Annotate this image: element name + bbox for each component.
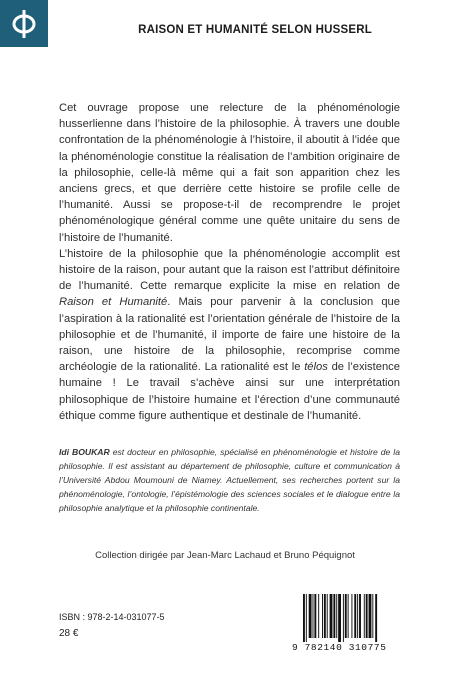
- barcode-digits: 9 782140 310775: [292, 642, 387, 653]
- barcode-icon: [302, 594, 402, 642]
- blurb-paragraph-2: L’histoire de la philosophie que la phénoménologie accomplit est histoire de la raison, pour autant que la raison est l’attribut définitoire de l’humanité. Cette remarque explicite la mise en relation de Raison et Humanité. Mais pour parvenir à la conclusion que l’aspiration à la rationalité est l’orientation générale de l’histoire de la philosophie et de l’humanité, il importe de faire une histoire de la raison, une histoire de la philosophie, recomprise comme archéologie de la rationalité. La rationalité est le télos de l’existence humaine ! Le travail s’achève ainsi sur une interprétation philosophique de l’histoire humaine et l’érection d’une communauté éthique comme figure authentique et destinale de l’humanité.: [59, 247, 401, 422]
- author-bio-text: est docteur en philosophie, spécialisé en phénoménologie et histoire de la philosophie. Il est assistant au département de philosophie, culture et communication à l’Université Abdou Moumouni de Niamey. Actuellement, ses recherches portent sur la phénoménologie, l’ontologie, l’épistémologie des sciences sociales et le dialogue entre la philosophie analytique et la philosophie continentale.: [59, 447, 400, 513]
- back-cover-blurb: [59, 100, 400, 424]
- blurb-italic-telos: télos: [304, 361, 328, 374]
- author-bio: [59, 445, 400, 515]
- publisher-logo: [0, 0, 48, 47]
- phi-icon: [9, 7, 39, 41]
- isbn-number: ISBN : 978-2-14-031077-5: [59, 612, 165, 622]
- price-label: 28 €: [59, 628, 79, 639]
- book-title: RAISON ET HUMANITÉ SELON HUSSERL: [138, 23, 372, 37]
- author-name: Idi BOUKAR: [59, 447, 110, 457]
- blurb-paragraph-1: Cet ouvrage propose une relecture de la phénoménologie husserlienne dans l’histoire de la philosophie. À travers une double confrontation de la phénoménologie à l’histoire, il aboutit à l’idée que la phénoménologie constitue la réalisation de l’ambition originaire de la philosophie, celle-là même qui a fait son apparition chez les anciens grecs, et que derrière cette histoire se profile celle de l’humanité. Aussi se propose-t-il de recomprendre le projet phénoménologique général comme une quête unitaire du sens de l’histoire de l’humanité.: [59, 102, 400, 244]
- collection-note: Collection dirigée par Jean-Marc Lachaud et Bruno Péquignot: [95, 550, 355, 561]
- blurb-italic-title: Raison et Humanité: [59, 296, 168, 309]
